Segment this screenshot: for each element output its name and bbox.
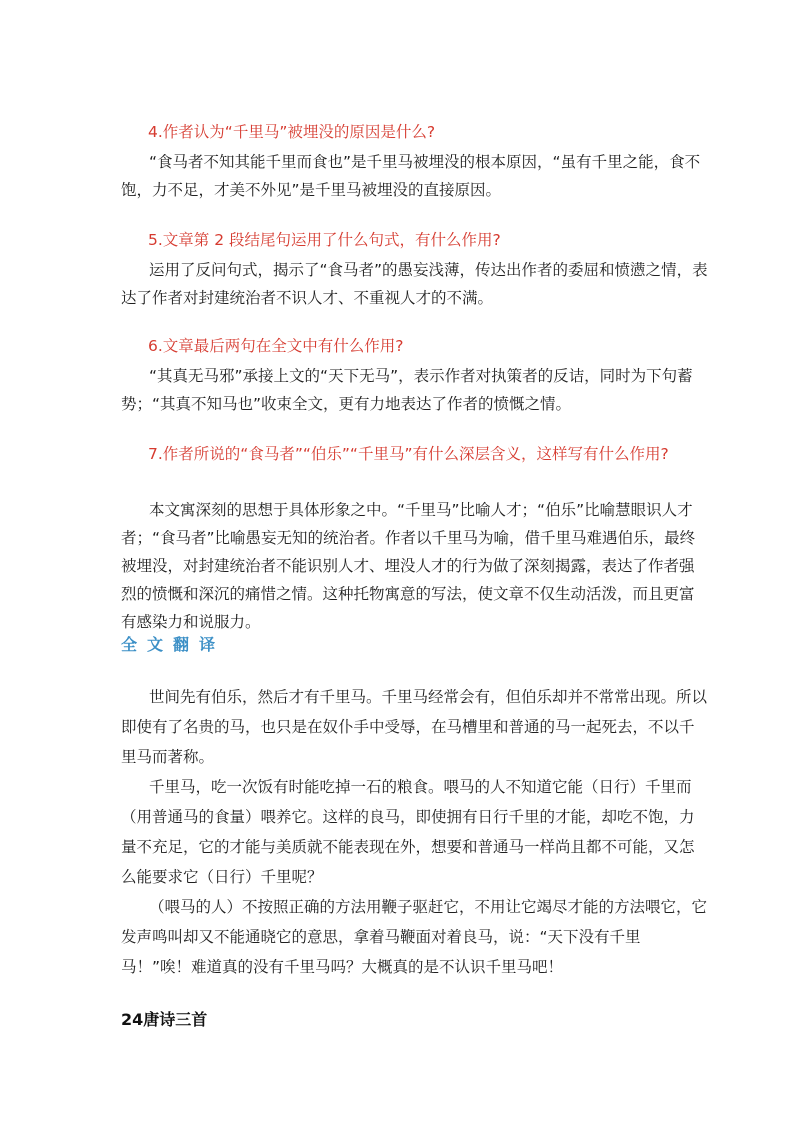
translation-title: 全文翻译 [121, 635, 226, 654]
question-5: 5.文章第 2 段结尾句运用了什么句式，有什么作用? [148, 231, 501, 249]
translation-paragraph-2: 千里马，吃一次饭有时能吃掉一石的粮食。喂马的人不知道它能（日行）千里而（用普通马的食量）喂养它。这样的良马，即使拥有日行千里的才能，却吃不饱，力量不充足，它的才能与美质就不能表现在外，想要和普通马一样尚且都不可能，又怎么能要求它（日行）千里呢？ [121, 778, 695, 886]
answer-6: “其真无马邪”承接上文的“天下无马”，表示作者对执策者的反诘，同时为下句蓄势；“其真不知马也”收束全文，更有力地表达了作者的愤慨之情。 [121, 367, 693, 413]
question-7: 7.作者所说的“食马者”“伯乐”“千里马”有什么深层含义，这样写有什么作用? [148, 445, 669, 463]
question-6: 6.文章最后两句在全文中有什么作用? [148, 337, 404, 355]
translation-paragraph-3: （喂马的人）不按照正确的方法用鞭子驱赶它，不用让它竭尽才能的方法喂它，它发声鸣叫却又不能通晓它的意思，拿着马鞭面对着良马，说：“天下没有千里马！”唉！难道真的没有千里马吗？大概真的是不认识千里马吧！ [121, 898, 708, 976]
lesson-heading: 24唐诗三首 [121, 1010, 208, 1029]
answer-4: “食马者不知其能千里而食也”是千里马被埋没的根本原因，“虽有千里之能，食不饱，力不足，才美不外见”是千里马被埋没的直接原因。 [121, 153, 701, 199]
answer-5: 运用了反问句式，揭示了“食马者”的愚妄浅薄，传达出作者的委屈和愤懑之情，表达了作者对封建统治者不识人才、不重视人才的不满。 [121, 261, 708, 307]
question-4: 4.作者认为“千里马”被埋没的原因是什么? [148, 123, 436, 141]
answer-7: 本文寓深刻的思想于具体形象之中。“千里马”比喻人才；“伯乐”比喻慧眼识人才者；“食马者”比喻愚妄无知的统治者。作者以千里马为喻，借千里马难遇伯乐，最终被埋没，对封建统治者不能识别人才、埋没人才的行为做了深刻揭露，表达了作者强烈的愤慨和深沉的痛惜之情。这种托物寓意的写法，使文章不仅生动活泼，而且更富有感染力和说服力。 [121, 501, 696, 631]
translation-paragraph-1: 世间先有伯乐，然后才有千里马。千里马经常会有，但伯乐却并不常常出现。所以即使有了名贵的马，也只是在奴仆手中受辱，在马槽里和普通的马一起死去，不以千里马而著称。 [121, 688, 708, 766]
